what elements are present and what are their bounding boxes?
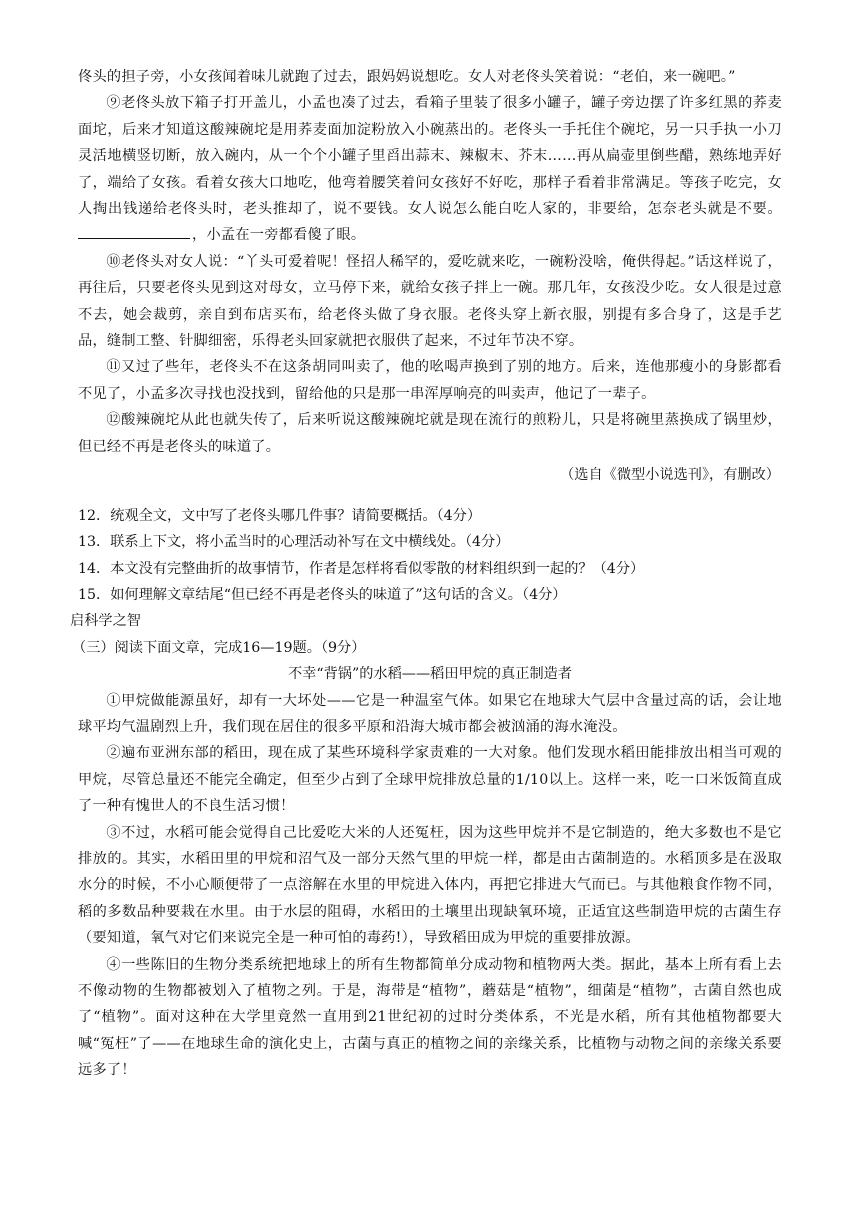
question-14: 14．本文没有完整曲折的故事情节，作者是怎样将看似零散的材料组织到一起的？（4分） (78, 560, 645, 577)
article-paragraph-4: ④一些陈旧的生物分类系统把地球上的所有生物都简单分成动物和植物两大类。据此，基本上所有看上去不像动物的生物都被划入了植物之列。于是，海带是“植物”，蘑菇是“植物”，细菌是“植物”，古菌自然也成了“植物”。面对这种在大学里竟然一直用到21世纪初的过时分类体系，不光是水稻，所有其他植物都要大喊“冤枉”了——在地球生命的演化史上，古菌与真正的植物之间的亲缘关系，比植物与动物之间的亲缘关系要远多了！ (78, 956, 782, 1079)
paragraph-9-text-end: ，小孟在一旁都看傻了眼。 (192, 227, 366, 244)
question-15: 15．如何理解文章结尾“但已经不再是老佟头的味道了”这句话的含义。（4分） (78, 586, 567, 603)
story-paragraph-10: ⑩老佟头对女人说：“丫头可爱着呢！怪招人稀罕的，爱吃就来吃，一碗粉没啥，俺供得起。”话这样说了，再往后，只要老佟头见到这对母女，立马停下来，就给女孩子拌上一碗。那几年，女孩没少吃。女人很是过意不去，她会裁剪，亲自到布店买布，给老佟头做了身衣服。老佟头穿上新衣服，别提有多合身了，这是手艺品，缝制工整、针脚细密，乐得老头回家就把衣服供了起来，不过年节决不穿。 (78, 253, 782, 350)
paragraph-9-text: ⑨老佟头放下箱子打开盖儿，小孟也凑了过去，看箱子里装了很多小罐子，罐子旁边摆了许多红黑的荞麦面坨，后来才知道这酸辣碗坨是用荞麦面加淀粉放入小碗蒸出的。老佟头一手托住个碗坨，另一只手执一小刀灵活地横竖切断，放入碗内，从一个个小罐子里舀出蒜末、辣椒末、芥末……再从扁壶里倒些醋，熟练地弄好了，端给了女孩。看着女孩大口地吃，他弯着腰笑着问女孩好不好吃，那样子看着非常满足。等孩子吃完，女人掏出钱递给老佟头时，老头推却了，说不要钱。女人说怎么能白吃人家的，非要给，怎奈老头就是不要。 (78, 95, 782, 218)
story-paragraph-8-tail: 佟头的担子旁，小女孩闻着味儿就跑了过去，跟妈妈说想吃。女人对老佟头笑着说：“老伯，来一碗吧。” (78, 69, 736, 85)
story-source: （选自《微型小说选刊》，有删改） (560, 467, 780, 484)
exam-page (70, 64, 782, 1084)
question-13: 13．联系上下文，将小孟当时的心理活动补写在文中横线处。（4分） (78, 534, 510, 551)
article-paragraph-1: ①甲烷做能源虽好，却有一大坏处——它是一种温室气体。如果它在地球大气层中含量过高的话，会让地球平均气温剧烈上升，我们现在居住的很多平原和沿海大城市都会被汹涌的海水淹没。 (78, 692, 782, 735)
story-paragraph-9 (78, 90, 782, 248)
question-12: 12．统观全文，文中写了老佟头哪几件事？请简要概括。（4分） (78, 507, 482, 524)
section-heading: 启科学之智 (70, 613, 141, 630)
article-title: 不幸“背锅”的水稻——稻田甲烷的真正制造者 (287, 666, 573, 683)
article-paragraph-2: ②遍布亚洲东部的稻田，现在成了某些环境科学家责难的一大对象。他们发现水稻田能排放出相当可观的甲烷，尽管总量还不能完全确定，但至少占到了全球甲烷排放总量的1/10以上。这样一来，吃一口米饭简直成了一种有愧世人的不良生活习惯！ (78, 745, 782, 815)
article-paragraph-3: ③不过，水稻可能会觉得自己比爱吃大米的人还冤枉，因为这些甲烷并不是它制造的，绝大多数也不是它排放的。其实，水稻田里的甲烷和沼气及一部分天然气里的甲烷一样，都是由古菌制造的。水稻顶多是在汲取水分的时候，不小心顺便带了一点溶解在水里的甲烷进入体内，再把它排进大气而已。与其他粮食作物不同，稻的多数品种要栽在水里。由于水层的阻碍，水稻田的土壤里出现缺氧环境，正适宜这些制造甲烷的古菌生存（要知道，氧气对它们来说完全是一种可怕的毒药!），导致稻田成为甲烷的重要排放源。 (78, 824, 782, 947)
story-paragraph-12: ⑫酸辣碗坨从此也就失传了，后来听说这酸辣碗坨就是现在流行的煎粉儿，只是将碗里蒸换成了锅里炒，但已经不再是老佟头的味道了。 (78, 412, 782, 455)
section-instruction: （三）阅读下面文章，完成16—19题。（9分） (72, 639, 366, 656)
fill-in-blank-line (78, 224, 190, 239)
story-paragraph-11: ⑪又过了些年，老佟头不在这条胡同叫卖了，他的吆喝声换到了别的地方。后来，连他那瘦小的身影都看不见了，小孟多次寻找也没找到，留给他的只是那一串浑厚响亮的叫卖声，他记了一辈子。 (78, 359, 782, 402)
